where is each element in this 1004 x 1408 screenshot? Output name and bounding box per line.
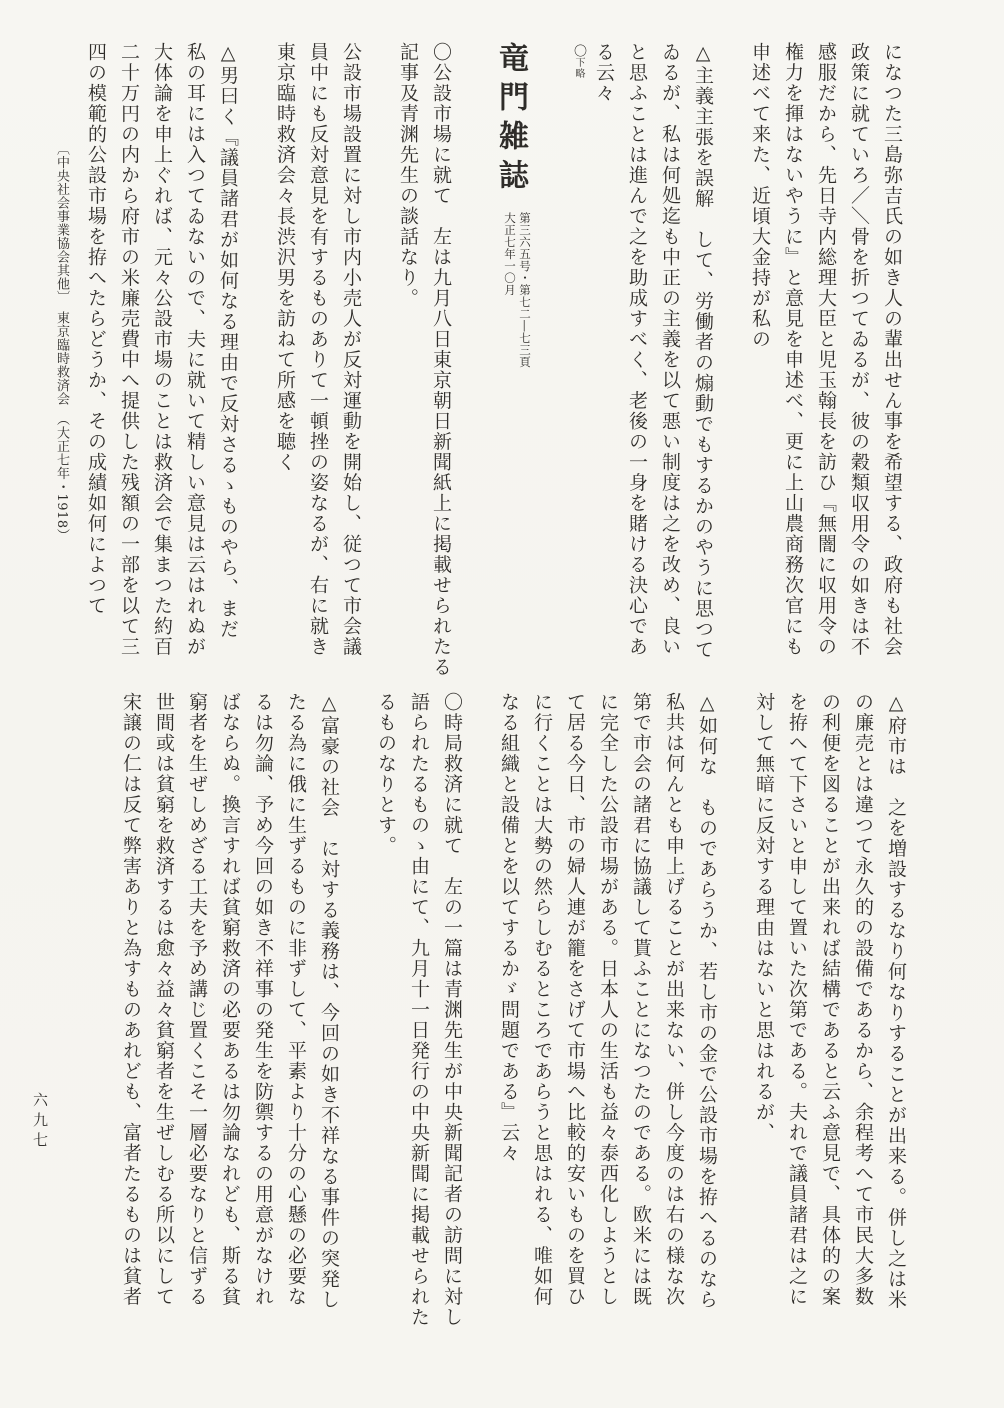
text-column: 宋譲の仁は反て弊害ありと為すものあれども、富者たるものは貧者 <box>120 692 142 1307</box>
text-column: 語られたるものゝ由にて、九月十一日発行の中央新聞に掲載せられた <box>408 692 430 1328</box>
text-column: △如何な ものであらうか、若し市の金で公設市場を拵へるのなら <box>696 692 718 1310</box>
text-column: の廉売とは違つて永久的の設備であるから、余程考へて市民大多数 <box>852 692 874 1307</box>
text-column: 二十万円の内から府市の米廉売費中へ提供した残額の一部を以て三 <box>118 42 140 657</box>
text-column: に完全した公設市場がある。日本人の生活も益々泰西化しようとし <box>597 692 619 1307</box>
journal-issue-info <box>502 212 532 368</box>
text-column: るは勿論、予め今回の如き不祥事の発生を防禦するの用意がなけれ <box>252 692 274 1307</box>
text-column: なる組織と設備とを以てするかゞ問題である』云々 <box>498 692 520 1164</box>
issue-number: 第三六五号・第七二―七三頁 <box>518 212 532 368</box>
text-column: の利便を図ることが出来れば結構であると云ふ意見で、具体的の案 <box>819 692 841 1307</box>
text-column: △府市は 之を増設するなり何なりすることが出来る。併し之は米 <box>885 692 907 1310</box>
text-column: 記事及青渊先生の談話なり。 <box>397 42 419 309</box>
text-column: 私共は何んとも申上げることが出来ない、併し今度のは右の様な次 <box>663 692 685 1307</box>
text-column: に行くことは大勢の然らしむるところであらうと思はれる、唯如何 <box>531 692 553 1307</box>
text-column: 対して無暗に反対する理由はないと思はれるが、 <box>753 692 775 1143</box>
text-column: 公設市場設置に対し市内小売人が反対運動を開始し、従つて市会議 <box>340 42 362 657</box>
text-column: 私の耳には入つてゐないので、夫に就いて精しい意見は云はれぬが <box>184 42 206 657</box>
text-column: ばならぬ。換言すれば貧窮救済の必要あるは勿論なれども、斯る貧 <box>219 692 241 1307</box>
text-column: △富豪の社会 に対する義務は、今回の如き不祥なる事件の突発し <box>318 692 340 1310</box>
top-text-block <box>49 42 908 694</box>
text-column: 四の模範的公設市場を拵へたらどうか、その成績如何によつて <box>85 42 107 616</box>
text-column: ゐるが、私は何処迄も中正の主義を以て悪い制度は之を改め、良い <box>659 42 681 657</box>
text-column: 〇時局救済に就て 左の一篇は青渊先生が中央新聞記者の訪問に対し <box>441 692 463 1328</box>
text-column: 申述べて来た、近頃大金持が私の <box>749 42 771 350</box>
text-column: 政策に就ていろ／＼骨を折つてゐるが、彼の穀類収用令の如きは不 <box>848 42 870 657</box>
text-column: 員中にも反対意見を有するものありて一頓挫の姿なるが、右に就き <box>307 42 329 657</box>
text-column: △男曰く『議員諸君が如何なる理由で反対さるゝものやら、まだ <box>217 42 239 640</box>
text-column: 世間或は貧窮を救済するは愈々益々貧窮者を生ぜしむる所以にして <box>153 692 175 1307</box>
bottom-text-block <box>114 692 912 1344</box>
text-column: 権力を揮はないやうに』と意見を申述べ、更に上山農商務次官にも <box>782 42 804 657</box>
text-column: 大体論を申上ぐれば、元々公設市場のことは救済会で集まつた約百 <box>151 42 173 657</box>
text-column: たる為に俄に生ずるものに非ずして、平素より十分の心懸の必要な <box>285 692 307 1307</box>
text-column: と思ふことは進んで之を助成すべく、老後の一身を賭ける決心であ <box>626 42 648 657</box>
text-column: 感服だから、先日寺内総理大臣と児玉翰長を訪ひ『無闇に収用令の <box>815 42 837 657</box>
text-column: になつた三島弥吉氏の如き人の輩出せん事を希望する、政府も社会 <box>881 42 903 657</box>
omission-label: 下略 <box>573 57 584 79</box>
journal-title: 竜門雑誌 <box>493 42 528 198</box>
text-column: 第で市会の諸君に協議して貰ふことになつたのである。欧米には既 <box>630 692 652 1307</box>
text-column: を拵へて下さいと申して置いた次第である。夫れで議員諸君は之に <box>786 692 808 1307</box>
text-column: て居る今日、市の婦人連が籠をさげて市場へ比較的安いものを買ひ <box>564 692 586 1307</box>
source-citation: 〔中央社会事業協会其他〕 東京臨時救済会 （大正七年・1918） <box>54 142 69 543</box>
text-column: 東京臨時救済会々長渋沢男を訪ねて所感を聴く <box>274 42 296 473</box>
journal-title-column <box>485 42 535 694</box>
text-column: 〇公設市場に就て 左は九月八日東京朝日新聞紙上に掲載せられたる <box>430 42 452 678</box>
circle-mark: 〇 <box>571 44 586 57</box>
text-column: る云々 <box>593 42 615 104</box>
omission-note <box>569 42 587 694</box>
page-number: 六九七 <box>31 1092 49 1152</box>
text-column: るものなりとす。 <box>375 692 397 856</box>
text-column: 窮者を生ぜしめざる工夫を予め講じ置くこそ一層必要なりと信ずる <box>186 692 208 1307</box>
issue-date: 大正七年一〇月 <box>503 212 517 296</box>
text-column: △主義主張を誤解 して、労働者の煽動でもするかのやうに思つて <box>692 42 714 660</box>
